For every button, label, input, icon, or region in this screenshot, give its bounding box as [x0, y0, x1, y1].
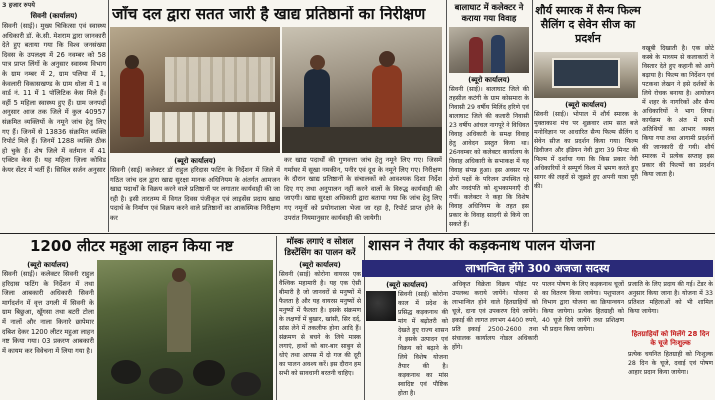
kadaknath-photo [366, 291, 396, 321]
screen [552, 58, 620, 88]
raid-text-right [284, 156, 442, 232]
raid-text-left [110, 156, 280, 232]
divider [532, 0, 533, 232]
kadaknath-col-2 [452, 280, 538, 400]
mask-headline: मॉस्क लगाएं व सोशल डिस्टेंसिंग का पालन करें [284, 236, 356, 257]
left-body: सिवनी (साई)। मुख्य चिकित्सा एवं स्वास्थ्य अधिकारी डॉ. के.सी. मेशराम द्वारा जानकारी देते हुए बताया गया कि विश्व जनसंख्या दिवस के उपलक्ष्य में 26 नवम्बर को 58 पात्र प्राप्त लिंगों के अनुसार स्वास्थ्य विभाग के ग्राम नम्बर में 2, ग्राम पलिया में 1, केवलारी विकासखण्ड के ग्राम धोला में 1 व वार्ड नं. 11 में 1 पॉलिटिक केस मिले हैं। वहीं 5 महिला स्वास्थ्य हुए हैं। ग्राम जनपदों अनुसार आज तक जिले में कुल 40957 संक्रमित व्यक्तियों के नमूने जांच हेतु लिए गए हैं। जिनमें से 13836 संक्रमित व्यक्ति रिपोर्ट मिले हैं। जिनमें 1288 व्यक्ति ठीक हो चुके हैं। शेष जिले में वर्तमान में 41 एक्टिव केस हैं। यह महिला ज़िला कोविड केयर सेंटर में भर्ती हैं। सिविल सर्जन अनुसार [2, 22, 106, 174]
kadaknath-credit: (ब्यूरो कार्यालय) [386, 281, 428, 289]
kadaknath-body-2: अधिकृत विक्रेता विक्रय पॉइंट पर उपलब्ध कराये जायेंगे। योजना से लाभान्वित होने वाले हितग्राहियों को चूजे, दाना एवं उपकरण दिये जायेंगे। इकाई की लागत लगभग 4400 रुपये, प्रति इकाई 2500-2600 तथा संचालक कार्यालय नोडल अधिकारी होंगे। [452, 281, 538, 351]
mask-body: सिवनी (साई) कोरोना वायरस एक वैश्विक महामारी है। यह एक ऐसी बीमारी है जो जानवरों से मनुष्यों में फैलता है और यह वायरस मनुष्यों से मनुष्यों में फैलता है। इसके संक्रमण के लक्षणों में बुखार, खांसी, सिर दर्द, सांस लेने में तकलीफ होना आदि हैं। संक्रमण से बचने के लिये मास्क लगाएं, हाथों को बार-बार साबुन से धोएं तथा आपस में दो गज की दूरी का पालन अवश्य करें। इस दौरान हम सभी को सावधानी बरतनी चाहिए। [279, 271, 361, 377]
mahua-text [2, 260, 94, 400]
divider [276, 236, 277, 400]
kadaknath-highlight: हितग्राहियों को मिलेंगे 28 दिन के चूजे निःशुल्क [631, 330, 710, 347]
left-column [2, 0, 106, 232]
film-text-right [642, 44, 714, 232]
counter [282, 127, 442, 153]
left-credit: सिवनी (कार्यालय) [30, 12, 78, 20]
mahua-headline: 1200 लीटर महुआ लाहन किया नष्ट [30, 238, 234, 255]
kadaknath-col-3 [542, 280, 624, 400]
kadaknath-body-1: सिवनी (साई) कोरोना काल में प्रदेश के प्रसिद्ध कड़कनाथ की मांग में बढ़ोतरी को देखते हुए राज्य शासन ने इसके उत्पादन एवं विक्रय को बढ़ाने के लिये विशेष योजना तैयार की है। कड़कनाथ का मांस स्वादिष्ट एवं पौष्टिक होता है। [398, 291, 448, 397]
raid-headline: जाँच दल द्वारा सतत जारी है खाद्य प्रतिष्ठानों का निरीक्षण [112, 6, 426, 23]
film-body-left: सिवनी (साई)। भोपाल में शौर्य स्मारक के मुक्ताकाश मंच पर शुक्रवार शाम सात बजे मनोविज्ञान पर आधारित सैन्य फिल्म सैलिंग द सेवेन सीज का प्रदर्शन किया गया। फिल्म डिवीजन और इंडियन नेवी द्वारा 39 मिनट की फिल्म में दर्शाया गया कि किस प्रकार नेवी अधिकारियों ने सम्पूर्ण विश्व में भ्रमण करते हुए सागर की लहरों से जूझते हुए अपनी यात्रा पूरी की। [534, 111, 638, 190]
kadaknath-subheadline-bar [362, 260, 713, 277]
film-body-right: वखूबी दिखाती है। एक छोटे कस्बे के माध्यम से कलाकारों ने विस्तार देते हुए कहानी को आगे बढ़ाया है। फिल्म का निर्देशन एवं पटकथा लेखन ने इसे दर्शकों के लिये रोचक बनाया है। आयोजन में शहर के नागरिकों और सैन्य अधिकारियों ने भाग लिया। कार्यक्रम के अंत में सभी अतिथियों का आभार व्यक्त किया गया तथा आगामी प्रदर्शनों की जानकारी दी गयी। शौर्य स्मारक में प्रत्येक सप्ताह इस प्रकार की फिल्मों का प्रदर्शन किया जाता है। [642, 45, 714, 178]
raid-body-left: सिवनी (साई) कलेक्टर डॉ राहुल हरिदास फटिंग के निर्देशन में जिले में गठित जांच दल द्वारा खाद्य सुरक्षा मानक अधिनियम के अंतर्गत आमजन खाद्य पदार्थों के विक्रय करने वाले प्रतिष्ठानों पर लगातार कार्यवाही की जा रही है। इसी तारतम्य में विगत दिवस पंजीकृत एवं लाइसेंस प्रदाय खाद्य पदार्थ के निर्माण एवं विक्रय करने वाले प्रतिष्ठानों का आकस्मिक निरीक्षण कर [110, 166, 280, 222]
marriage-credit: (ब्यूरो कार्यालय) [468, 76, 510, 84]
mahua-photo [97, 260, 273, 400]
couple-1 [469, 37, 483, 73]
left-top-fragment: 3 हजार रुपये [2, 1, 36, 9]
raid-body-right: कर खाद्य पदार्थों की गुणवत्ता जांच हेतु नमूने लिए गए। जिसमें गर्माघर में सूखा नमकीन, पनीर एवं दूध के नमूने लिए गए। निरीक्षण के दौरान खाद्य प्रतिष्ठानों के संचालकों को आवश्यक दिशा निर्देश दिए गए तथा अनुपालन नहीं करने वालों के विरुद्ध कार्यवाही की जाएगी। खाद्य सुरक्षा अधिकारी द्वारा बताया गया कि जांच हेतु लिए गए नमूनों को प्रयोगशाला भेजा जा रहा है, रिपोर्ट प्राप्त होने के उपरांत नियमानुसार कार्यवाही की जायेगी। [284, 156, 442, 222]
kadaknath-headline: शासन ने तैयार की कड़कनाथ पालन योजना [368, 238, 595, 254]
raid-credit: (ब्यूरो कार्यालय) [174, 157, 216, 165]
officer-standing [167, 280, 191, 352]
marriage-headline: बालाघाट में कलेक्टर ने कराया गया विवाह [454, 2, 524, 23]
person-figure [120, 67, 144, 137]
marriage-photo [449, 27, 529, 73]
raid-photo-shop [110, 27, 280, 153]
film-text-left [534, 100, 638, 232]
film-credit: (ब्यूरो कार्यालय) [565, 101, 607, 109]
raid-photo-officers [282, 27, 442, 153]
kadaknath-body-4: प्रजाति के लिए प्रदाय की गई। टेंडर के अनुसार किया जाना है। योजना में 33 प्रतिशत महिलाओं को भी शामिल किया जायेगा। [628, 281, 713, 315]
mask-credit: (ब्यूरो कार्यालय) [299, 261, 341, 269]
officer-1-head [310, 55, 325, 70]
mahua-credit: (ब्यूरो कार्यालय) [27, 261, 69, 269]
officer-2-head [379, 51, 395, 67]
mask-column [279, 236, 361, 400]
kadaknath-col-1 [366, 280, 448, 400]
kadaknath-body-5: प्रत्येक चयनित हितग्राही को निःशुल्क 28 दिन के चूजे, दवाई एवं पोषण आहार प्रदान किया जायेगा। [628, 351, 713, 376]
officer-head [172, 268, 186, 282]
marriage-column [449, 2, 529, 232]
pot-1 [111, 360, 141, 384]
couple-2 [491, 35, 505, 73]
section-rule [0, 233, 715, 234]
kadaknath-body-3: पालन पोषण के लिए कड़कनाथ चूजों का वितरण किया जायेगा। पशुपालन विभाग द्वारा योजना का क्रियान्वयन किया जायेगा। प्रत्येक हितग्राही को 40 चूजे दिये जायेंगे तथा प्रशिक्षण भी प्रदान किया जायेगा। [542, 281, 624, 333]
shelf-lower [150, 112, 275, 142]
film-headline: शौर्य स्मारक में सैन्य फिल्म सैलिंग द सेवेन सीज का प्रदर्शन [535, 4, 641, 45]
pot-3 [193, 360, 225, 386]
shelf-jars [165, 57, 275, 102]
film-photo [534, 52, 638, 98]
pot-4 [231, 372, 261, 396]
divider [446, 0, 447, 232]
marriage-body: सिवनी (साई)। बालाघाट जिले की तहसील कटंगी के ग्राम कोसमारा के निवासी 29 वर्षीय मिलिंद हरिणे एवं बालाघाट जिले की कलारी निवासी 23 वर्षीय आंचल नागपूरे ने विधिवत विवाह अधिकारी के समक्ष विवाह हेतु आवेदन प्रस्तुत किया था। 26नवम्बर को कलेक्टर कार्यालय के विवाह अधिकारी के सभाकक्ष में यह विवाह संपन्न हुआ। इस अवसर पर दोनों पक्षों के परिजन उपस्थित रहे और नवदंपति को शुभकामनाएँ दी गयीं। कलेक्टर ने कहा कि विशेष विवाह अधिनियम के तहत इस प्रकार के विवाह सादगी से किये जा सकते हैं। [449, 86, 529, 228]
pot-2 [149, 368, 183, 394]
kadaknath-subheadline: लाभान्वित होंगे 300 अजजा सदस्य [465, 262, 610, 275]
mahua-body: सिवनी (साई)। कलेक्टर सिवनी राहुल हरिदास फटिंग के निर्देशन में तथा जिला आबकारी अधिकारी सिवनी मार्गदर्शन में वृत्त उगली में सिवनी के ग्राम बिछुआ, खूँगसा तथा बटरी टोला में नालों और नाला किनारे छापेमार दबिश देकर 1200 लीटर महुआ लाहन नष्ट किया गया। 03 प्रकरण आबकारी में कायम कर विवेचना में लिया गया है। [2, 270, 94, 355]
person-head [125, 55, 139, 69]
divider [108, 0, 109, 232]
kadaknath-col-4 [628, 280, 713, 400]
